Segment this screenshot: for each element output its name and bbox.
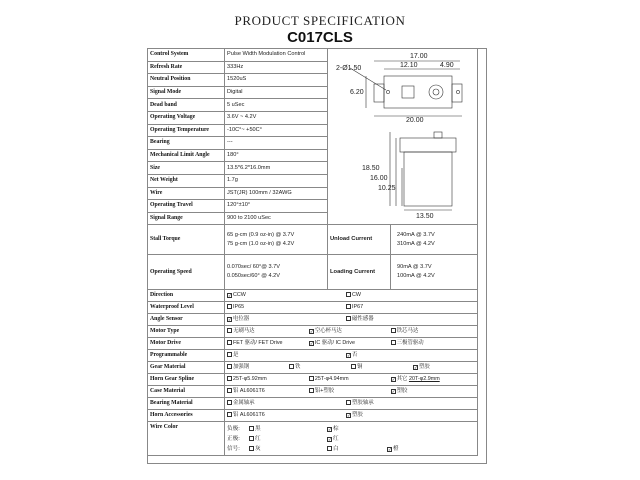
- stall-torque-line-1: 65 g-cm (0.9 oz-in) @ 3.7V: [227, 231, 295, 238]
- dim-offset-490: 4.90: [440, 62, 454, 69]
- case-aluminum-plastic-checkbox[interactable]: [309, 388, 314, 393]
- sig-white-option: 白: [333, 445, 339, 452]
- coreless-motor-option: 空心杯马达: [314, 328, 342, 335]
- programmable-yes-option: 是: [233, 352, 239, 359]
- spec-value: 13.5*6.2*16.0mm: [225, 162, 328, 175]
- magnetic-sensor-checkbox[interactable]: [346, 316, 351, 321]
- transistor-drive-option: 三极管驱动: [396, 340, 424, 347]
- unload-current-label: Unload Current: [328, 225, 391, 254]
- spec-label: Neutral Position: [148, 74, 225, 87]
- spec-label: Signal Mode: [148, 86, 225, 99]
- option-row-horn-spline: [148, 374, 478, 386]
- ccw-option: CCW: [233, 292, 246, 299]
- spec-value: Digital: [225, 86, 328, 99]
- sig-orange-checkbox[interactable]: [387, 447, 392, 452]
- option-label: Motor Type: [148, 326, 225, 338]
- option-row-motor-type: [148, 326, 478, 338]
- spec-label: Operating Voltage: [148, 111, 225, 124]
- sig-orange-option: 橙: [393, 445, 399, 452]
- operating-speed-values: [225, 255, 328, 290]
- signal-wire-label: 信号:: [227, 445, 240, 452]
- option-row-gear-material: [148, 362, 478, 374]
- option-label: Direction: [148, 290, 225, 302]
- spec-label: Size: [148, 162, 225, 175]
- neg-black-checkbox[interactable]: [249, 426, 254, 431]
- unload-current-line-2: 310mA @ 4.2V: [397, 240, 435, 247]
- option-row-angle-sensor: [148, 314, 478, 326]
- option-row-direction: [148, 290, 478, 302]
- spec-label: Refresh Rate: [148, 61, 225, 74]
- case-aluminum-option: 铝 AL6061T6: [233, 388, 265, 395]
- ip67-checkbox[interactable]: [346, 304, 351, 309]
- neg-black-option: 黑: [255, 425, 261, 432]
- sig-white-checkbox[interactable]: [327, 446, 332, 451]
- spline-other-label: 其它: [396, 376, 408, 383]
- dim-height-16: 16.00: [370, 175, 388, 182]
- spec-value: JST(JR) 100mm / 32AWG: [225, 187, 328, 200]
- spec-label: Operating Speed: [148, 255, 225, 290]
- magnetic-sensor-option: 磁性感器: [352, 316, 374, 323]
- option-row-case-material: [148, 386, 478, 398]
- spec-label: Control System: [148, 49, 225, 62]
- option-row-bearing-material: [148, 398, 478, 410]
- option-label: Case Material: [148, 386, 225, 398]
- brushless-motor-checkbox[interactable]: [227, 328, 232, 333]
- dim-depth-620: 6.20: [350, 89, 364, 96]
- ip67-option: IP67: [352, 304, 364, 311]
- case-aluminum-plastic-option: 铝+塑胶: [314, 388, 335, 395]
- cw-checkbox[interactable]: [346, 292, 351, 297]
- spec-value: 1520uS: [225, 74, 328, 87]
- metal-bearing-checkbox[interactable]: [227, 400, 232, 405]
- spline-20t-option: 20T-φ2.9mm: [408, 376, 440, 383]
- horn-plastic-option: 塑胶: [352, 412, 363, 419]
- pos-red-option: 红: [255, 435, 261, 442]
- pos-red-checkbox[interactable]: [249, 436, 254, 441]
- spec-value: 1.7g: [225, 174, 328, 187]
- case-aluminum-checkbox[interactable]: [227, 388, 232, 393]
- spec-row-operating-speed: [148, 255, 478, 290]
- option-label: Gear Material: [148, 362, 225, 374]
- horn-aluminum-option: 铝 AL6061T6: [233, 412, 265, 419]
- document-title: PRODUCT SPECIFICATION: [234, 13, 406, 28]
- spec-label: Bearing: [148, 137, 225, 150]
- spec-value: 900 to 2100 uSec: [225, 212, 328, 225]
- operating-speed-line-2: 0.050sec/60° @ 4.2V: [227, 273, 281, 280]
- option-label: Motor Drive: [148, 338, 225, 350]
- loading-current-label: Loading Current: [328, 255, 391, 289]
- ccw-checkbox[interactable]: [227, 293, 232, 298]
- dim-height-1850: 18.50: [362, 165, 380, 172]
- spec-value: 333Hz: [225, 61, 328, 74]
- option-row-programmable: [148, 350, 478, 362]
- spec-label: Dead band: [148, 99, 225, 112]
- dim-height-1025: 10.25: [378, 185, 396, 192]
- option-label: Waterproof Level: [148, 302, 225, 314]
- option-label: Horn Accessories: [148, 410, 225, 422]
- programmable-no-option: 否: [352, 352, 358, 359]
- spec-value: ---: [225, 137, 328, 150]
- option-label: Wire Color: [148, 422, 225, 456]
- spline-25t-494-checkbox[interactable]: [309, 376, 314, 381]
- ic-drive-checkbox[interactable]: [309, 341, 314, 346]
- copper-gear-checkbox[interactable]: [351, 364, 356, 369]
- option-label: Bearing Material: [148, 398, 225, 410]
- case-plastic-checkbox[interactable]: [391, 389, 396, 394]
- dim-hole-diameter: 2-Ø1.50: [336, 65, 362, 72]
- spec-value: Pulse Width Modulation Control: [225, 49, 328, 62]
- potentiometer-option: 电位器: [233, 316, 250, 323]
- ip65-option: IP65: [233, 304, 245, 311]
- brushless-motor-option: 无刷马达: [233, 328, 255, 335]
- metal-bearing-option: 金属轴承: [233, 400, 255, 407]
- potentiometer-checkbox[interactable]: [227, 317, 232, 322]
- fet-drive-option: FET 驱动/ FET Drive: [233, 340, 283, 347]
- option-label: Angle Sensor: [148, 314, 225, 326]
- spec-value: 180°: [225, 149, 328, 162]
- ip65-checkbox[interactable]: [227, 304, 232, 309]
- fet-drive-checkbox[interactable]: [227, 340, 232, 345]
- spec-label: Mechanical Limit Angle: [148, 149, 225, 162]
- horn-aluminum-checkbox[interactable]: [227, 412, 232, 417]
- option-row-wire-color: [148, 422, 478, 456]
- plastic-gear-checkbox[interactable]: [413, 365, 418, 370]
- option-label: Horn Gear Spline: [148, 374, 225, 386]
- spec-label: Stall Torque: [148, 225, 225, 255]
- neg-brown-option: 棕: [333, 425, 339, 432]
- top-view-drawing: [350, 61, 462, 116]
- stall-torque-line-2: 75 g-cm (1.0 oz-in) @ 4.2V: [227, 240, 295, 247]
- plastic-gear-option: 塑胶: [419, 364, 430, 371]
- spec-value: 5 uSec: [225, 99, 328, 112]
- positive-wire-label: 正极:: [227, 435, 240, 442]
- dim-length-20: 20.00: [406, 117, 424, 124]
- unload-current-line-1: 240mA @ 3.7V: [397, 231, 435, 238]
- pos-red-alt-option: 红: [333, 435, 339, 442]
- side-view-drawing: [390, 132, 456, 210]
- option-row-motor-drive: [148, 338, 478, 350]
- dimension-drawings: [330, 50, 486, 220]
- spec-label: Operating Temperature: [148, 124, 225, 137]
- spline-other-checkbox[interactable]: [391, 377, 396, 382]
- option-label: Programmable: [148, 350, 225, 362]
- neg-brown-checkbox[interactable]: [327, 427, 332, 432]
- steel-gear-option: 加强钢: [233, 364, 250, 371]
- horn-plastic-checkbox[interactable]: [346, 413, 351, 418]
- coreless-motor-checkbox[interactable]: [309, 329, 314, 334]
- spec-label: Wire: [148, 187, 225, 200]
- iron-gear-option: 铁: [295, 364, 301, 371]
- spec-label: Net Weight: [148, 174, 225, 187]
- spec-value: 3.6V ~ 4.2V: [225, 111, 328, 124]
- iron-core-motor-checkbox[interactable]: [391, 328, 396, 333]
- iron-gear-checkbox[interactable]: [289, 364, 294, 369]
- programmable-no-checkbox[interactable]: [346, 353, 351, 358]
- operating-speed-line-1: 0.070sec/ 60°@ 3.7V: [227, 264, 281, 271]
- spline-25t-592-checkbox[interactable]: [227, 376, 232, 381]
- dim-overall-width-17: 17.00: [410, 53, 428, 60]
- option-row-horn-accessories: [148, 410, 478, 422]
- spec-label: Operating Travel: [148, 200, 225, 213]
- spec-label: Signal Range: [148, 212, 225, 225]
- loading-current-line-1: 90mA @ 3.7V: [397, 264, 432, 271]
- pos-red-alt-checkbox[interactable]: [327, 437, 332, 442]
- spline-25t-494-option: 25T-φ4.94mm: [314, 376, 349, 383]
- stall-torque-values: [225, 225, 328, 255]
- plastic-bearing-option: 塑胶轴承: [352, 400, 374, 407]
- case-plastic-option: 塑胶: [396, 388, 408, 395]
- spec-value: -10C°~ +50C°: [225, 124, 328, 137]
- spec-value: 120°±10°: [225, 200, 328, 213]
- copper-gear-option: 铜: [357, 364, 363, 371]
- negative-wire-label: 负极:: [227, 425, 240, 432]
- ic-drive-option: IC 驱动/ IC Drive: [314, 340, 355, 347]
- transistor-drive-checkbox[interactable]: [391, 340, 396, 345]
- spline-25t-592-option: 25T-φ5.92mm: [233, 376, 267, 383]
- iron-core-motor-option: 铁芯马达: [396, 328, 419, 335]
- sig-gray-checkbox[interactable]: [249, 446, 254, 451]
- sig-gray-option: 灰: [255, 445, 261, 452]
- dim-hole-spacing-1210: 12.10: [400, 62, 418, 69]
- model-number: C017CLS: [287, 29, 353, 46]
- option-row-waterproof: [148, 302, 478, 314]
- plastic-bearing-checkbox[interactable]: [346, 400, 351, 405]
- programmable-yes-checkbox[interactable]: [227, 352, 232, 357]
- spec-row-stall-torque: [148, 225, 478, 255]
- steel-gear-checkbox[interactable]: [227, 364, 232, 369]
- cw-option: CW: [352, 292, 362, 299]
- loading-current-line-2: 100mA @ 4.2V: [397, 273, 435, 280]
- dim-width-1350: 13.50: [416, 213, 434, 220]
